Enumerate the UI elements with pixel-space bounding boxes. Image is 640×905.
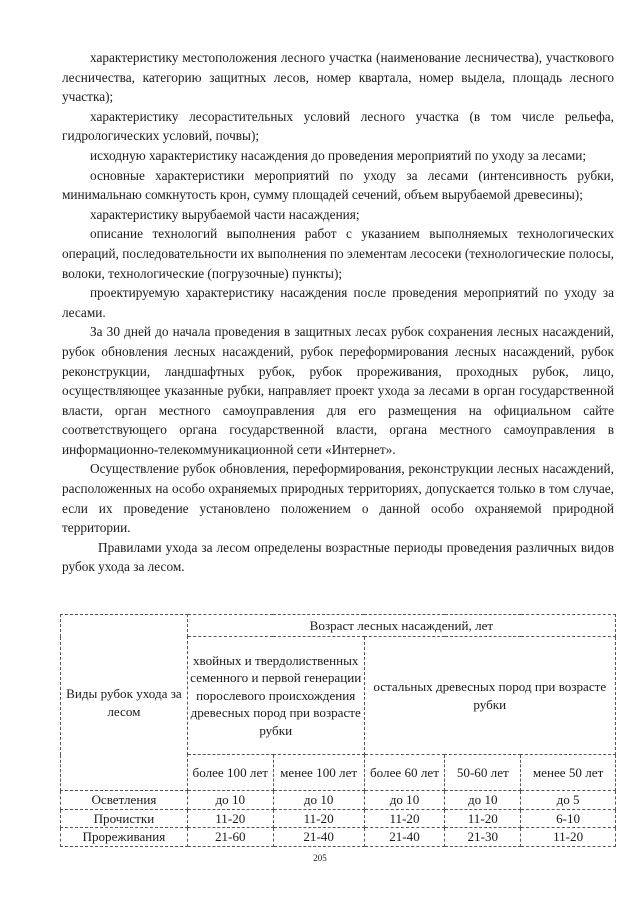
table-cell: до 10 (273, 791, 364, 810)
subgroup-header-cell: остальных древесных пород при возрасте рубки (364, 637, 615, 755)
document-body (62, 48, 614, 577)
table-cell: 6-10 (521, 809, 616, 828)
table-cell: 11-20 (364, 809, 445, 828)
row-header-cell: Виды рубок ухода за лесом (61, 615, 188, 791)
paragraph: Правилами ухода за лесом определены возрастные периоды проведения различных видов рубок ухода за лесом. (62, 539, 614, 575)
table-cell: 11-20 (445, 809, 521, 828)
group-header-cell: Возраст лесных насаждений, лет (187, 615, 615, 637)
table-cell: 11-20 (273, 809, 364, 828)
row-name-cell: Прореживания (61, 828, 188, 847)
paragraph: основные характеристики мероприятий по уходу за лесами (интенсивность рубки, минимальнаю сомкнутость крон, сумму площадей сечений, объем вырубаемой древесины); (62, 167, 614, 203)
column-header-cell: 50-60 лет (445, 755, 521, 791)
row-name-cell: Осветления (61, 791, 188, 810)
table-cell: до 10 (187, 791, 273, 810)
table-cell: 21-40 (364, 828, 445, 847)
table-cell: 11-20 (521, 828, 616, 847)
table-cell: 21-40 (273, 828, 364, 847)
table-cell: 21-30 (445, 828, 521, 847)
paragraph: характеристику лесорастительных условий лесного участка (в том числе рельефа, гидрологических условий, почвы); (62, 108, 614, 144)
paragraph: проектируемую характеристику насаждения после проведения мероприятий по уходу за лесами. (62, 285, 614, 320)
paragraph: исходную характеристику насаждения до проведения мероприятий по уходу за лесами; (90, 147, 587, 163)
table-cell: до 5 (521, 791, 616, 810)
paragraph: За 30 дней до начала проведения в защитных лесах рубок сохранения лесных насаждений, рубок обновления лесных насаждений, рубок переформирования лесных насаждений, рубок реконструкции, ландшафтных рубок, рубок прореживания, проходных рубок, лицо, осуществляющее указанные рубки, направляет проект ухода за лесами в орган государственной власти, орган местного самоуправления для его размещения на официальном сайте соответствующего органа государственной власти, органа местного самоуправления в информационно-телекоммуникационной сети «Интернет». (62, 324, 614, 457)
table-cell: 11-20 (187, 809, 273, 828)
paragraph: Осуществление рубок обновления, переформирования, реконструкции лесных насаждений, расположенных на особо охраняемых природных территориях, допускается только в том случае, если их проведение установлено положением о данной особо охраняемой природной территории. (62, 461, 614, 536)
table-row (61, 791, 616, 810)
row-name-cell: Прочистки (61, 809, 188, 828)
thinning-age-table (60, 614, 616, 847)
column-header-cell: более 60 лет (364, 755, 445, 791)
paragraph: характеристику местоположения лесного участка (наименование лесничества), участкового лесничества, категорию защитных лесов, номер квартала, номер выдела, площадь лесного участка); (62, 50, 614, 105)
paragraph: описание технологий выполнения работ с указанием выполняемых технологических операций, последовательности их выполнения по элементам лесосеки (технологические полосы, волоки, технологические (погрузочные) пункты); (62, 226, 614, 281)
table-row (61, 828, 616, 847)
page-number: 205 (313, 853, 327, 863)
subgroup-header-cell: хвойных и твердолиственных семенного и первой генерации порослевого происхождения древесных пород при возрасте рубки (187, 637, 364, 755)
table-row (61, 809, 616, 828)
column-header-cell: менее 100 лет (273, 755, 364, 791)
table-cell: 21-60 (187, 828, 273, 847)
table-cell: до 10 (364, 791, 445, 810)
table-cell: до 10 (445, 791, 521, 810)
column-header-cell: менее 50 лет (521, 755, 616, 791)
paragraph: характеристику вырубаемой части насаждения; (90, 206, 360, 222)
column-header-cell: более 100 лет (187, 755, 273, 791)
